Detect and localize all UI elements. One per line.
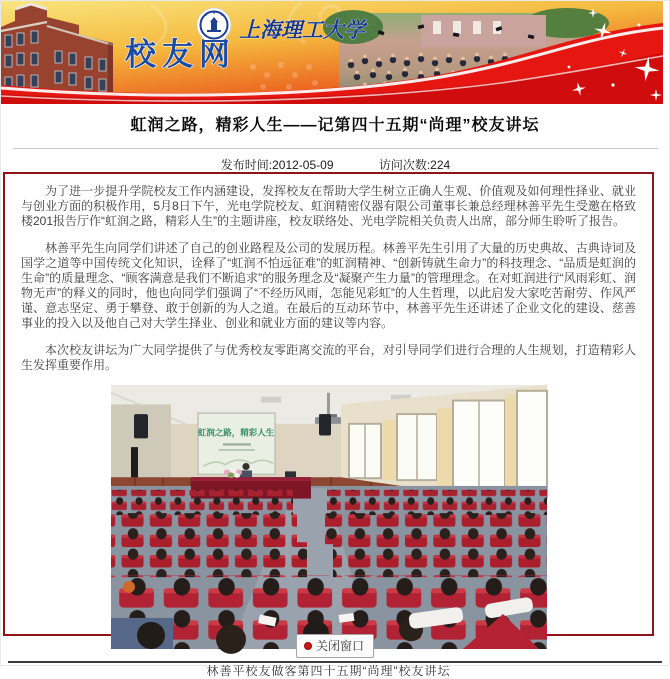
close-window-button[interactable] (296, 634, 374, 658)
article-paragraph: 本次校友讲坛为广大同学提供了与优秀校友零距离交流的平台，对引导同学们进行合理的人生规划，打造精彩人生发挥重要作用。 (21, 343, 636, 372)
slide-title-text: 虹润之路，精彩人生 (197, 427, 274, 438)
article-paragraph: 为了进一步提升学院校友工作内涵建设，发挥校友在帮助大学生树立正确人生观、价值观及如何理性择业、就业与创业方面的积极作用，5月8日下午，光电学院校友、虹润精密仪器有限公司董事长兼总经理林善平先生受邀在格致楼201报告厅作“虹润之路，精彩人生”的主题讲座，校友联络处、光电学院相关负责人出席，部分师生聆听了报告。 (21, 184, 636, 228)
banner (1, 1, 663, 104)
close-row (1, 634, 669, 658)
publish-date: 发布时间:2012-05-09 (220, 158, 334, 172)
photo-caption: 林善平校友做客第四十五期“尚理”校友讲坛 (206, 664, 451, 678)
site-name-text: 校友网 (125, 37, 236, 72)
close-icon (304, 642, 312, 650)
page-title: 虹润之路，精彩人生——记第四十五期“尚理”校友讲坛 (130, 117, 540, 134)
article-paragraph: 林善平先生向同学们讲述了自己的创业路程及公司的发展历程。林善平先生引用了大量的历史典故、古典诗词及国学之道等中国传统文化知识，诠释了“虹润不怕远征难”的虹润精神、“创新铸就生命力”的科技理念、“品质是虹润的生命”的质量理念、“顾客满意是我们不断追求”的服务理念及“凝聚产生力量”的管理理念。在对虹润进行“风雨彩虹、润物无声”的释义的同时，他也向同学们强调了“不经历风雨，怎能见彩虹”的人生哲理，以此启发大家吃苦耐劳、作风严谨、意志坚定、勇于攀登、敢于创新的为人之道。在最后的互动环节中，林善平先生还讲述了企业文化的建设、慈善事业的投入以及他自己对大学生择业、创业和就业方面的建议等内容。 (21, 241, 636, 330)
projection-screen (196, 413, 274, 474)
bottom-divider (8, 661, 662, 663)
visit-count: 访问次数:224 (378, 158, 451, 172)
article-photo (111, 385, 547, 649)
close-button-label: 关闭窗口 (315, 639, 364, 653)
university-name-text: 上海理工大学 (239, 19, 365, 42)
article-meta (13, 148, 658, 173)
